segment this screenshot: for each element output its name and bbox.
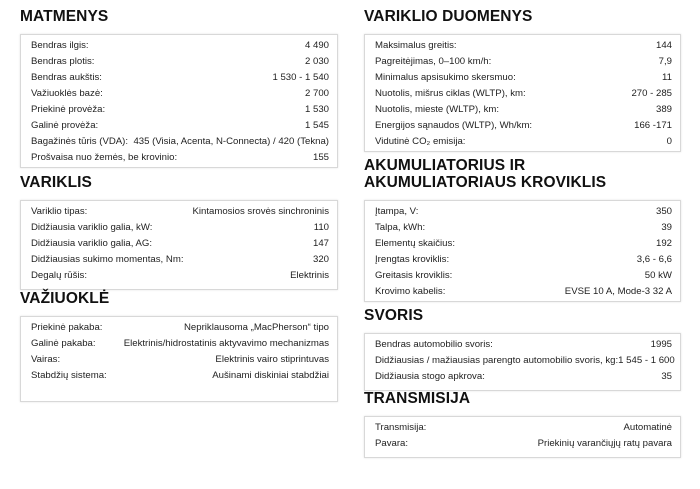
section-svoris bbox=[364, 307, 681, 391]
spec-row bbox=[31, 236, 329, 252]
section-title: TRANSMISIJA bbox=[364, 390, 471, 407]
spec-value: Priekinių varančiųjų ratų pavara bbox=[537, 438, 672, 449]
spec-value: 0 bbox=[666, 136, 672, 147]
spec-value: 1 545 bbox=[304, 120, 329, 131]
spec-label: Bagažinės tūris (VDA): bbox=[31, 136, 129, 147]
spec-label: Važiuoklės bazė: bbox=[31, 88, 103, 99]
section-transmisija bbox=[364, 390, 681, 458]
spec-label: Stabdžių sistema: bbox=[31, 370, 107, 381]
spec-label: Galinė provėža: bbox=[31, 120, 99, 131]
spec-row bbox=[375, 134, 672, 150]
spec-row bbox=[375, 420, 672, 436]
spec-label: Krovimo kabelis: bbox=[375, 286, 446, 297]
spec-label: Didžiausia stogo apkrova: bbox=[375, 371, 485, 382]
spec-row bbox=[31, 102, 329, 118]
spec-row bbox=[375, 236, 672, 252]
spec-value: 166 -171 bbox=[634, 120, 672, 131]
spec-label: Priekinė provėža: bbox=[31, 104, 106, 115]
spec-row bbox=[31, 368, 329, 384]
spec-row bbox=[31, 54, 329, 70]
spec-label: Elementų skaičius: bbox=[375, 238, 455, 249]
spec-row bbox=[31, 118, 329, 134]
spec-value: Elektrinis vairo stiprintuvas bbox=[215, 354, 329, 365]
section-variklis bbox=[20, 174, 338, 290]
spec-row bbox=[31, 352, 329, 368]
spec-label: Bendras ilgis: bbox=[31, 40, 89, 51]
spec-row bbox=[375, 284, 672, 300]
spec-label: Nuotolis, mieste (WLTP), km: bbox=[375, 104, 500, 115]
section-akumuliatorius bbox=[364, 157, 681, 302]
spec-label: Greitasis kroviklis: bbox=[375, 270, 453, 281]
spec-row bbox=[31, 320, 329, 336]
spec-label: Bendras plotis: bbox=[31, 56, 95, 67]
spec-row bbox=[375, 54, 672, 70]
spec-row bbox=[31, 150, 329, 166]
spec-row bbox=[31, 268, 329, 284]
spec-label: Didžiausia variklio galia, AG: bbox=[31, 238, 153, 249]
spec-row bbox=[31, 70, 329, 86]
spec-value: 1 545 - 1 600 bbox=[618, 355, 675, 366]
spec-row bbox=[31, 220, 329, 236]
spec-value: 110 bbox=[313, 222, 329, 233]
spec-label: Priekinė pakaba: bbox=[31, 322, 103, 333]
spec-label: Variklio tipas: bbox=[31, 206, 88, 217]
spec-row bbox=[375, 252, 672, 268]
spec-value: 147 bbox=[312, 238, 329, 249]
spec-label: Prošvaisa nuo žemės, be krovinio: bbox=[31, 152, 178, 163]
spec-value: 11 bbox=[662, 72, 672, 83]
spec-value: 50 kW bbox=[644, 270, 672, 281]
spec-row bbox=[31, 134, 329, 150]
spec-value: 192 bbox=[655, 238, 672, 249]
spec-value: 2 700 bbox=[304, 88, 329, 99]
spec-value: 7,9 bbox=[658, 56, 672, 67]
spec-label: Maksimalus greitis: bbox=[375, 40, 457, 51]
spec-value: 155 bbox=[312, 152, 329, 163]
spec-table bbox=[20, 34, 338, 168]
section-title: VAŽIUOKLĖ bbox=[20, 290, 110, 307]
spec-value: 35 bbox=[661, 371, 672, 382]
spec-label: Transmisija: bbox=[375, 422, 427, 433]
spec-label: Bendras automobilio svoris: bbox=[375, 339, 493, 350]
spec-value: 389 bbox=[655, 104, 672, 115]
spec-label: Vidutinė CO₂ emisija: bbox=[375, 136, 466, 147]
spec-row bbox=[375, 220, 672, 236]
spec-label: Pavara: bbox=[375, 438, 409, 449]
spec-label: Įrengtas kroviklis: bbox=[375, 254, 450, 265]
spec-value: 39 bbox=[661, 222, 672, 233]
spec-label: Minimalus apsisukimo skersmuo: bbox=[375, 72, 516, 83]
spec-label: Įtampa, V: bbox=[375, 206, 419, 217]
spec-value: 320 bbox=[312, 254, 329, 265]
spec-row bbox=[375, 70, 672, 86]
spec-value: 1 530 - 1 540 bbox=[272, 72, 329, 83]
spec-row bbox=[31, 336, 329, 352]
spec-label: Nuotolis, mišrus ciklas (WLTP), km: bbox=[375, 88, 526, 99]
spec-label: Didžiausia variklio galia, kW: bbox=[31, 222, 153, 233]
spec-row bbox=[375, 86, 672, 102]
spec-table bbox=[364, 333, 681, 391]
section-matmenys bbox=[20, 8, 338, 168]
spec-label: Vairas: bbox=[31, 354, 61, 365]
spec-label: Energijos sąnaudos (WLTP), Wh/km: bbox=[375, 120, 533, 131]
spec-value: Automatinė bbox=[623, 422, 672, 433]
spec-row bbox=[375, 118, 672, 134]
spec-row bbox=[375, 353, 675, 369]
section-title: VARIKLIS bbox=[20, 174, 92, 191]
spec-value: 2 030 bbox=[304, 56, 329, 67]
spec-label: Galinė pakaba: bbox=[31, 338, 96, 349]
spec-value: 4 490 bbox=[304, 40, 329, 51]
spec-label: Didžiausias / mažiausias parengto automobilio svoris, kg: bbox=[375, 355, 619, 366]
spec-row bbox=[31, 86, 329, 102]
spec-row bbox=[375, 38, 672, 54]
spec-label: Bendras aukštis: bbox=[31, 72, 102, 83]
spec-row bbox=[31, 204, 329, 220]
spec-row bbox=[31, 252, 329, 268]
spec-row bbox=[375, 436, 672, 452]
spec-value: Aušinami diskiniai stabdžiai bbox=[212, 370, 329, 381]
spec-value: 350 bbox=[655, 206, 672, 217]
spec-value: 270 - 285 bbox=[631, 88, 672, 99]
spec-label: Didžiausias sukimo momentas, Nm: bbox=[31, 254, 184, 265]
spec-table bbox=[20, 200, 338, 290]
spec-table bbox=[20, 316, 338, 402]
section-title: SVORIS bbox=[364, 307, 424, 324]
spec-value: Kintamosios srovės sinchroninis bbox=[192, 206, 329, 217]
spec-table bbox=[364, 416, 681, 458]
spec-value: EVSE 10 A, Mode-3 32 A bbox=[564, 286, 672, 297]
spec-value: Elektrinis bbox=[290, 270, 329, 281]
spec-value: 1 530 bbox=[304, 104, 329, 115]
spec-row bbox=[375, 102, 672, 118]
spec-label: Pagreitėjimas, 0–100 km/h: bbox=[375, 56, 492, 67]
section-title: AKUMULIATORIUS IR AKUMULIATORIAUS KROVIKLIS bbox=[364, 157, 607, 191]
spec-value: 3,6 - 6,6 bbox=[636, 254, 672, 265]
spec-row bbox=[375, 337, 672, 353]
spec-value: Elektrinis/hidrostatinis aktyvavimo mechanizmas bbox=[123, 338, 329, 349]
spec-row bbox=[31, 38, 329, 54]
spec-value: 144 bbox=[655, 40, 672, 51]
spec-value: 1995 bbox=[650, 339, 672, 350]
spec-label: Degalų rūšis: bbox=[31, 270, 87, 281]
section-title: VARIKLIO DUOMENYS bbox=[364, 8, 533, 25]
spec-table bbox=[364, 34, 681, 152]
section-variklio-duomenys bbox=[364, 8, 681, 152]
section-title: MATMENYS bbox=[20, 8, 109, 25]
spec-table bbox=[364, 200, 681, 302]
spec-label: Talpa, kWh: bbox=[375, 222, 426, 233]
spec-value: 435 (Visia, Acenta, N-Connecta) / 420 (Tekna) bbox=[133, 136, 329, 147]
section-vaziuokle bbox=[20, 290, 338, 402]
spec-value: Nepriklausoma „MacPherson“ tipo bbox=[183, 322, 329, 333]
spec-row bbox=[375, 369, 672, 385]
spec-row bbox=[375, 268, 672, 284]
spec-row bbox=[375, 204, 672, 220]
